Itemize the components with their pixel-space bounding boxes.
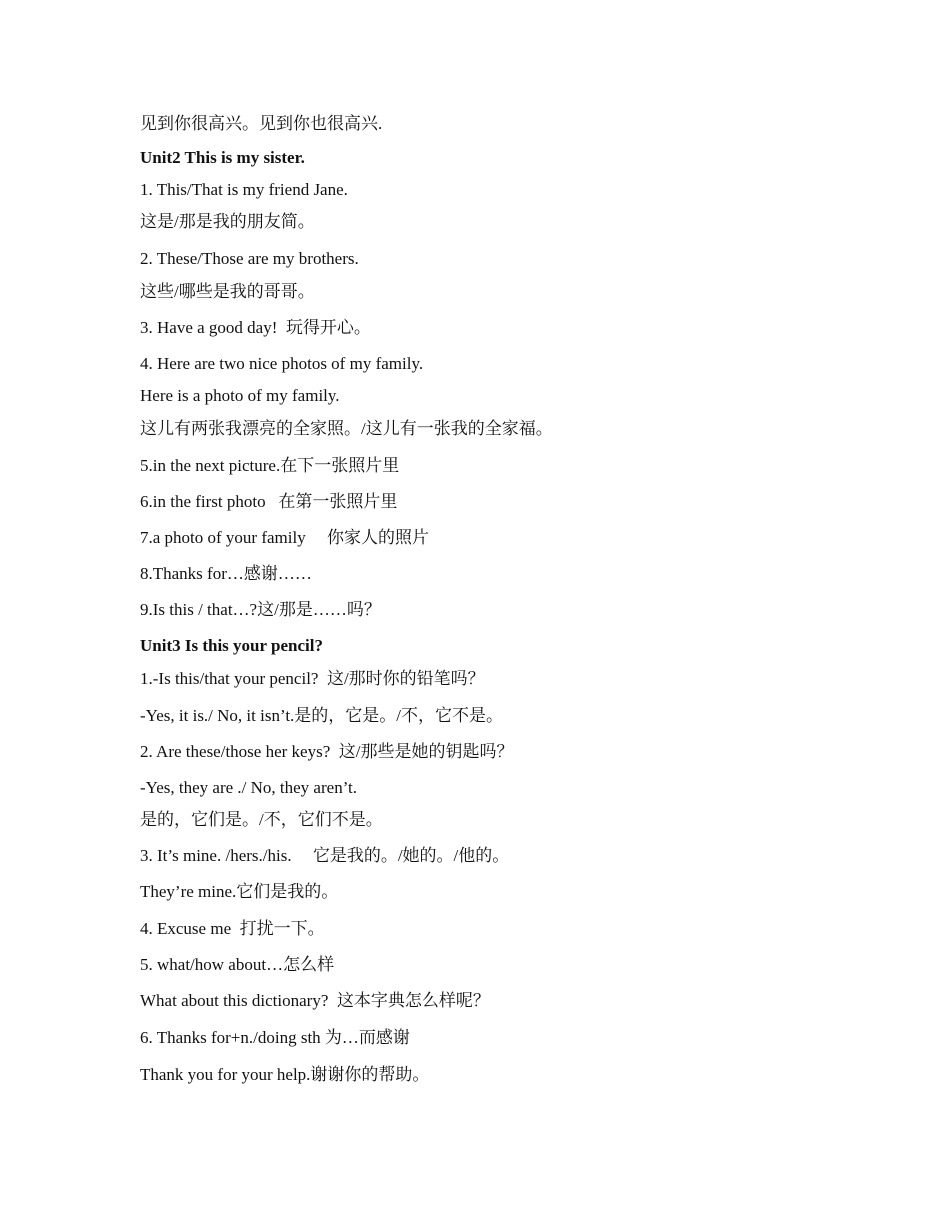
text-line: 这是/那是我的朋友简。 xyxy=(140,212,315,231)
unit2-heading: Unit2 This is my sister. xyxy=(140,148,305,167)
text-line: 9.Is this / that…?这/那是……吗？ xyxy=(140,600,381,619)
text-line: -Yes, it is./ No, it isn’t.是的，它是。/不，它不是。 xyxy=(140,706,504,725)
text-line: 1.-Is this/that your pencil? 这/那时你的铅笔吗？ xyxy=(140,669,485,688)
text-line: They’re mine.它们是我的。 xyxy=(140,882,339,901)
text-line: 2. Are these/those her keys? 这/那些是她的钥匙吗？ xyxy=(140,742,514,761)
text-line: 5. what/how about…怎么样 xyxy=(140,955,335,974)
text-line: 是的，它们是。/不，它们不是。 xyxy=(140,810,383,829)
text-line: 6. Thanks for+n./doing sth 为…而感谢 xyxy=(140,1028,410,1047)
text-line: 8.Thanks for…感谢…… xyxy=(140,564,312,583)
text-line: 4. Excuse me 打扰一下。 xyxy=(140,919,325,938)
text-line: 2. These/Those are my brothers. xyxy=(140,249,359,268)
text-line: Here is a photo of my family. xyxy=(140,386,340,405)
unit3-heading: Unit3 Is this your pencil? xyxy=(140,636,323,655)
text-line: -Yes, they are ./ No, they aren’t. xyxy=(140,778,358,797)
text-line: 7.a photo of your family 你家人的照片 xyxy=(140,528,429,547)
text-line: 5.in the next picture.在下一张照片里 xyxy=(140,456,400,475)
text-line: 4. Here are two nice photos of my family. xyxy=(140,354,424,373)
text-line: 3. Have a good day! 玩得开心。 xyxy=(140,318,371,337)
text-line: 见到你很高兴。见到你也很高兴. xyxy=(140,114,383,133)
text-line: What about this dictionary? 这本字典怎么样呢？ xyxy=(140,991,490,1010)
text-line: 6.in the first photo 在第一张照片里 xyxy=(140,492,398,511)
text-line: 这些/哪些是我的哥哥。 xyxy=(140,282,315,301)
text-line: Thank you for your help.谢谢你的帮助。 xyxy=(140,1065,430,1084)
text-line: 1. This/That is my friend Jane. xyxy=(140,180,348,199)
text-line: 这儿有两张我漂亮的全家照。/这儿有一张我的全家福。 xyxy=(140,419,553,438)
text-line: 3. It’s mine. /hers./his. 它是我的。/她的。/他的。 xyxy=(140,846,510,865)
